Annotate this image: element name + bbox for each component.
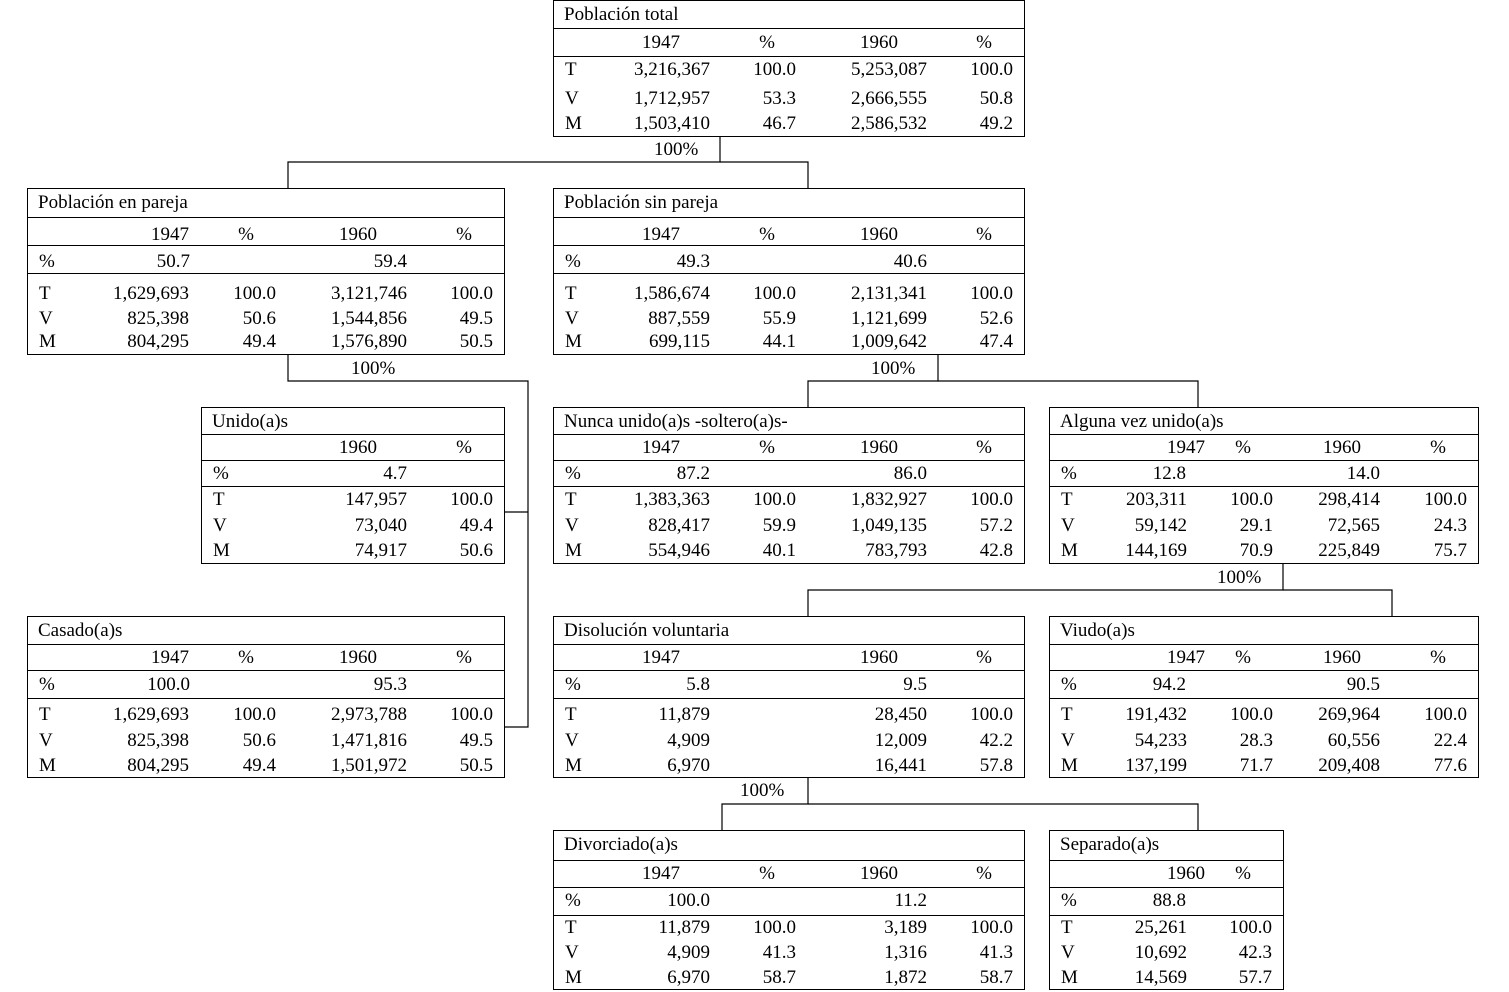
row-label-M: M [565,113,582,134]
pct-1960: 100.0 [970,917,1013,938]
pct-1947: 100.0 [1230,704,1273,725]
value-1947: 11,879 [658,704,710,725]
pct-1960: 100.0 [1229,917,1272,938]
col-header-1947: 1947 [151,224,189,245]
value-1947: 54,233 [1134,730,1187,751]
share-1947: 100.0 [147,674,190,695]
pct-1960: 41.3 [979,942,1013,963]
divider [554,860,1024,861]
value-1960: 3,121,746 [331,283,407,304]
divider [554,245,1024,246]
value-1947: 699,115 [648,331,710,352]
col-header-1960: 1960 [339,224,377,245]
value-1960: 60,556 [1327,730,1380,751]
pct-1960: 100.0 [1424,704,1467,725]
value-1960: 209,408 [1318,755,1380,776]
col-header-1947: 1947 [642,863,680,884]
divider [554,217,1024,218]
pct-1960: 52.6 [979,308,1013,329]
box-viudos [1049,616,1479,778]
pct-1960: 100.0 [970,704,1013,725]
col-header-pct-1960: % [456,647,472,668]
pct-1960: 100.0 [1424,489,1467,510]
row-label-M: M [1061,755,1078,776]
share-label: % [565,463,581,484]
share-1947: 5.8 [686,674,710,695]
value-1960: 1,501,972 [331,755,407,776]
share-1960: 95.3 [373,674,407,695]
pct-1960: 42.8 [979,540,1013,561]
row-label-M: M [39,755,56,776]
row-label-V: V [1061,942,1075,963]
col-header-pct-1947: % [759,863,775,884]
divider [554,434,1024,435]
box-title: Población sin pareja [564,192,719,213]
col-header-1960: 1960 [860,863,898,884]
col-header-pct-1960: % [456,437,472,458]
value-1960: 74,917 [354,540,407,561]
value-1947: 825,398 [127,308,189,329]
value-1947: 1,629,693 [113,704,189,725]
row-label-V: V [39,308,53,329]
pct-1947: 41.3 [762,942,796,963]
box-poblacion-total [553,0,1025,137]
col-header-1960: 1960 [339,647,377,668]
col-header-pct-1960: % [976,224,992,245]
box-title: Viudo(a)s [1060,620,1135,641]
value-1960: 25,261 [1134,917,1187,938]
pct-1947: 49.4 [242,755,276,776]
value-1960: 1,316 [884,942,927,963]
row-label-V: V [565,88,579,109]
row-label-V: V [565,308,579,329]
share-1960: 86.0 [893,463,927,484]
row-label-M: M [565,540,582,561]
divider [554,273,1024,274]
col-header-pct-1960: % [976,863,992,884]
divider [28,644,504,645]
pct-1960: 24.3 [1433,515,1467,536]
value-1960: 14,569 [1134,967,1187,988]
share-label: % [213,463,229,484]
box-title: Separado(a)s [1060,834,1160,855]
share-1947: 49.3 [676,251,710,272]
col-header-pct-1960: % [1430,647,1446,668]
value-1960: 2,973,788 [331,704,407,725]
col-header-1947: 1947 [642,32,680,53]
pct-1960: 50.8 [979,88,1013,109]
pct-1947: 100.0 [1230,489,1273,510]
value-1947: 1,712,957 [634,88,710,109]
pct-1947: 40.1 [762,540,796,561]
value-1947: 804,295 [127,755,189,776]
share-1947: 87.2 [676,463,710,484]
box-title: Nunca unido(a)s -soltero(a)s- [564,411,788,432]
pct-1960: 58.7 [979,967,1013,988]
share-label: % [565,674,581,695]
value-1960: 73,040 [354,515,407,536]
pct-1960: 49.2 [979,113,1013,134]
value-1947: 6,970 [667,755,710,776]
value-1960: 1,872 [884,967,927,988]
col-header-pct-1947: % [759,437,775,458]
col-header-1960: 1960 [860,437,898,458]
row-label-V: V [565,515,579,536]
divider [28,217,504,218]
pct-1947: 50.6 [242,308,276,329]
value-1960: 147,957 [345,489,407,510]
value-1947: 4,909 [667,942,710,963]
row-label-T: T [565,917,577,938]
pct-1960: 100.0 [450,489,493,510]
col-header-1960: 1960 [339,437,377,458]
col-header-1947: 1947 [642,647,680,668]
row-label-M: M [39,331,56,352]
value-1947: 3,216,367 [634,59,710,80]
col-header-pct-1960: % [456,224,472,245]
value-1947: 554,946 [648,540,710,561]
col-header-pct-1947: % [1235,437,1251,458]
share-1960: 40.6 [893,251,927,272]
pct-1960: 22.4 [1433,730,1467,751]
pct-1960: 49.4 [459,515,493,536]
pct-1960: 47.4 [979,331,1013,352]
connector-label: 100% [351,358,396,379]
col-header-1960: 1960 [1323,647,1361,668]
share-label: % [565,890,581,911]
value-1947: 137,199 [1125,755,1187,776]
row-label-T: T [565,59,577,80]
value-1960: 2,666,555 [851,88,927,109]
pct-1947: 44.1 [762,331,796,352]
connector-label: 100% [654,139,699,160]
divider [1050,486,1478,487]
value-1960: 1,121,699 [851,308,927,329]
divider [28,273,504,274]
divider [1050,887,1283,888]
divider [554,887,1024,888]
divider [1050,670,1478,671]
pct-1960: 57.8 [979,755,1013,776]
value-1960: 1,832,927 [851,489,927,510]
share-label: % [39,674,55,695]
row-label-M: M [565,755,582,776]
share-1960: 9.5 [903,674,927,695]
divider [554,56,1024,57]
share-label: % [565,251,581,272]
row-label-T: T [565,704,577,725]
share-1947: 12.8 [1152,463,1186,484]
row-label-V: V [1061,730,1075,751]
value-1947: 1,629,693 [113,283,189,304]
row-label-V: V [213,515,227,536]
pct-1960: 57.7 [1238,967,1272,988]
box-title: Divorciado(a)s [564,834,678,855]
pct-1947: 58.7 [762,967,796,988]
col-header-1960: 1960 [860,32,898,53]
value-1960: 1,049,135 [851,515,927,536]
col-header-pct-1960: % [976,647,992,668]
pct-1960: 100.0 [970,489,1013,510]
row-label-V: V [1061,515,1075,536]
pct-1947: 50.6 [242,730,276,751]
value-1960: 16,441 [874,755,927,776]
box-casados [27,616,505,778]
col-header-pct-1947: % [759,32,775,53]
value-1947: 59,142 [1134,515,1187,536]
divider [1050,434,1478,435]
connector-label: 100% [740,780,785,801]
divider [1050,698,1478,699]
pct-1960: 100.0 [970,59,1013,80]
divider [202,486,504,487]
row-label-T: T [1061,917,1073,938]
value-1947: 144,169 [1125,540,1187,561]
value-1947: 203,311 [1125,489,1187,510]
divider [554,486,1024,487]
value-1960: 72,565 [1327,515,1380,536]
box-alguna-vez-unidos [1049,407,1479,564]
col-header-1960: 1960 [1323,437,1361,458]
divider [554,915,1024,916]
col-header-pct-1960: % [976,437,992,458]
col-header-pct-1947: % [759,224,775,245]
pct-1947: 100.0 [753,917,796,938]
pct-1947: 59.9 [762,515,796,536]
connector-label: 100% [1217,567,1262,588]
share-label: % [39,251,55,272]
value-1960: 3,189 [884,917,927,938]
col-header-pct-1960: % [1235,863,1251,884]
col-header-1960: 1960 [860,224,898,245]
divider [554,698,1024,699]
box-title: Disolución voluntaria [564,620,730,641]
pct-1947: 70.9 [1239,540,1273,561]
pct-1947: 100.0 [233,283,276,304]
box-title: Unido(a)s [212,411,288,432]
pct-1947: 100.0 [753,489,796,510]
value-1960: 2,131,341 [851,283,927,304]
value-1960: 1,009,642 [851,331,927,352]
share-1960: 11.2 [894,890,927,911]
value-1947: 828,417 [648,515,710,536]
value-1947: 1,503,410 [634,113,710,134]
value-1947: 825,398 [127,730,189,751]
row-label-T: T [565,283,577,304]
box-title: Población en pareja [38,192,188,213]
divider [202,460,504,461]
pct-1960: 50.6 [459,540,493,561]
box-nunca-unidos [553,407,1025,564]
col-header-pct-1960: % [1430,437,1446,458]
value-1960: 298,414 [1318,489,1380,510]
pct-1947: 28.3 [1239,730,1273,751]
value-1960: 225,849 [1318,540,1380,561]
value-1947: 804,295 [127,331,189,352]
col-header-1960: 1960 [1167,863,1205,884]
pct-1960: 57.2 [979,515,1013,536]
value-1947: 191,432 [1125,704,1187,725]
pct-1947: 46.7 [762,113,796,134]
pct-1947: 100.0 [233,704,276,725]
connector-label: 100% [871,358,916,379]
row-label-M: M [213,540,230,561]
share-label: % [1061,463,1077,484]
row-label-M: M [565,967,582,988]
pct-1947: 100.0 [753,59,796,80]
value-1947: 1,383,363 [634,489,710,510]
row-label-T: T [213,489,225,510]
divider [554,460,1024,461]
box-poblacion-en-pareja [27,188,505,355]
share-1947: 50.7 [156,251,190,272]
pct-1947: 29.1 [1239,515,1273,536]
row-label-V: V [565,730,579,751]
pct-1960: 75.7 [1433,540,1467,561]
pct-1960: 50.5 [459,755,493,776]
pct-1947: 49.4 [242,331,276,352]
col-header-pct-1947: % [238,224,254,245]
box-unidos [201,407,505,564]
value-1947: 1,586,674 [634,283,710,304]
divider [1050,460,1478,461]
pct-1960: 100.0 [450,704,493,725]
value-1960: 2,586,532 [851,113,927,134]
pct-1960: 49.5 [459,730,493,751]
share-1947: 100.0 [667,890,710,911]
col-header-pct-1947: % [238,647,254,668]
divider [554,644,1024,645]
value-1947: 11,879 [658,917,710,938]
share-1960: 14.0 [1346,463,1380,484]
col-header-1960: 1960 [860,647,898,668]
value-1960: 1,576,890 [331,331,407,352]
col-header-1947: 1947 [1167,437,1205,458]
box-title: Alguna vez unido(a)s [1060,411,1224,432]
value-1960: 783,793 [865,540,927,561]
pct-1960: 42.3 [1238,942,1272,963]
share-label: % [1061,674,1077,695]
divider [1050,915,1283,916]
row-label-T: T [39,283,51,304]
row-label-M: M [565,331,582,352]
col-header-1947: 1947 [642,437,680,458]
divider [1050,860,1283,861]
box-poblacion-sin-pareja [553,188,1025,355]
box-divorciados [553,830,1025,990]
share-1960: 4.7 [383,463,407,484]
col-header-pct-1947: % [1235,647,1251,668]
divider [554,670,1024,671]
value-1960: 10,692 [1134,942,1187,963]
box-title: Casado(a)s [38,620,123,641]
row-label-V: V [39,730,53,751]
share-1960: 90.5 [1346,674,1380,695]
pct-1947: 71.7 [1239,755,1273,776]
divider [28,670,504,671]
share-1947: 94.2 [1152,674,1186,695]
pct-1960: 100.0 [970,283,1013,304]
row-label-T: T [1061,704,1073,725]
divider [554,28,1024,29]
value-1960: 12,009 [874,730,927,751]
value-1960: 5,253,087 [851,59,927,80]
box-disolucion-voluntaria [553,616,1025,778]
value-1960: 28,450 [874,704,927,725]
col-header-1947: 1947 [151,647,189,668]
box-title: Población total [564,4,679,25]
pct-1960: 77.6 [1433,755,1467,776]
pct-1947: 53.3 [762,88,796,109]
col-header-1947: 1947 [1167,647,1205,668]
pct-1960: 42.2 [979,730,1013,751]
share-1960: 59.4 [373,251,407,272]
box-separados [1049,830,1284,990]
pct-1947: 100.0 [753,283,796,304]
value-1960: 1,544,856 [331,308,407,329]
pct-1960: 50.5 [459,331,493,352]
value-1960: 1,471,816 [331,730,407,751]
col-header-pct-1960: % [976,32,992,53]
row-label-T: T [39,704,51,725]
pct-1947: 55.9 [762,308,796,329]
share-label: % [1061,890,1077,911]
row-label-M: M [1061,540,1078,561]
pct-1960: 100.0 [450,283,493,304]
value-1947: 6,970 [667,967,710,988]
divider [28,698,504,699]
col-header-1947: 1947 [642,224,680,245]
divider [28,245,504,246]
value-1947: 4,909 [667,730,710,751]
row-label-M: M [1061,967,1078,988]
divider [202,434,504,435]
value-1947: 887,559 [648,308,710,329]
row-label-T: T [565,489,577,510]
share-1960: 88.8 [1152,890,1186,911]
divider [1050,644,1478,645]
value-1960: 269,964 [1318,704,1380,725]
pct-1960: 49.5 [459,308,493,329]
row-label-T: T [1061,489,1073,510]
row-label-V: V [565,942,579,963]
